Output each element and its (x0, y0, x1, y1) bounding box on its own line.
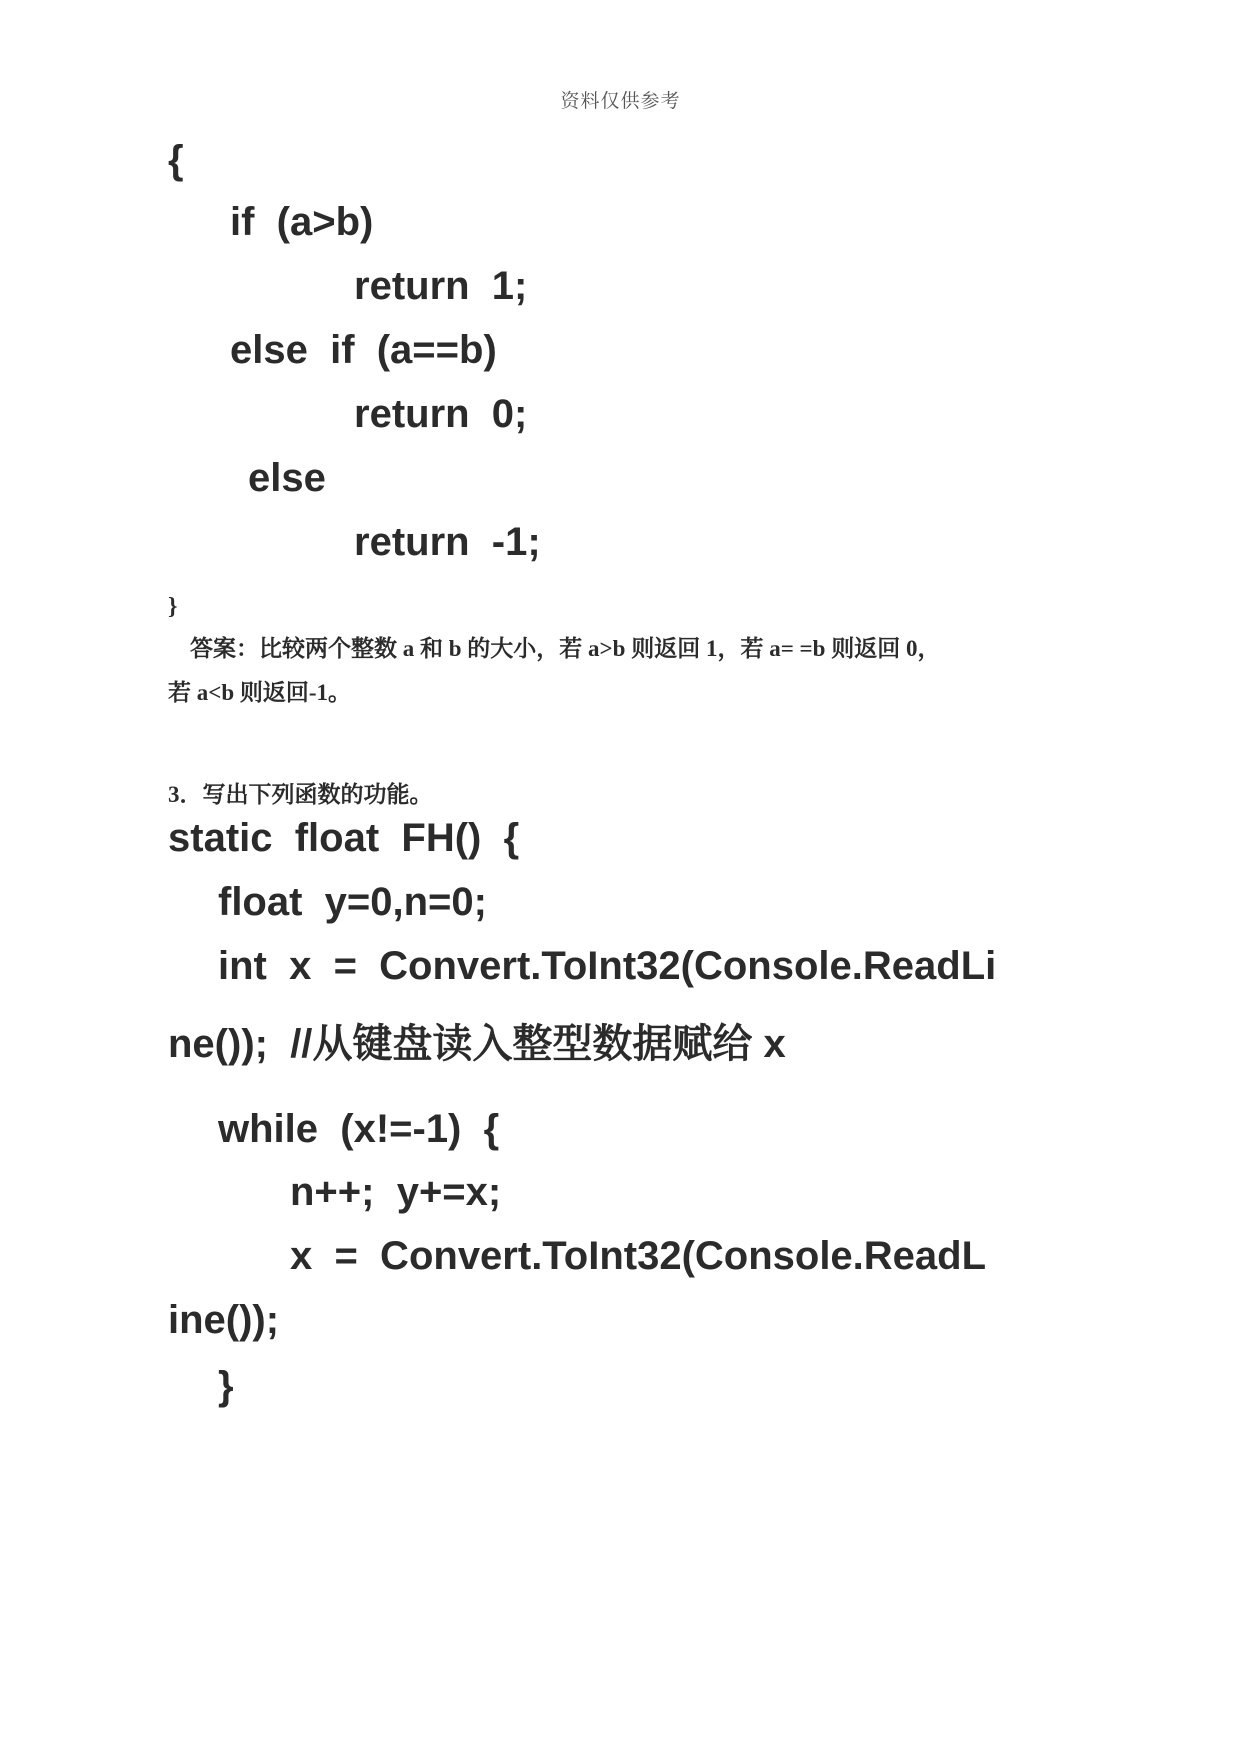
close-brace: } (168, 594, 178, 620)
code-line-while: while (x!=-1) { (218, 1107, 500, 1151)
code-line-increment: n++; y+=x; (290, 1170, 502, 1214)
code-line-read-1b: ne()); //从键盘读入整型数据赋给 x (168, 1022, 786, 1066)
code-line-read-2a: x = Convert.ToInt32(Console.ReadL (290, 1234, 987, 1278)
code-line-read-2b: ine()); (168, 1298, 280, 1342)
code-line-else: else (248, 456, 326, 500)
code-line-else-if: else if (a==b) (230, 328, 497, 372)
code-line-return-0: return 0; (354, 392, 528, 436)
code-line-decl: float y=0,n=0; (218, 880, 487, 924)
code-line-read-1a: int x = Convert.ToInt32(Console.ReadLi (218, 944, 997, 988)
open-brace: { (168, 138, 184, 182)
page-header: 资料仅供参考 (560, 90, 681, 112)
code-line-return-1: return 1; (354, 264, 528, 308)
code-line-return-neg1: return -1; (354, 520, 541, 564)
code-line-close-while: } (218, 1364, 234, 1408)
question-3-title: 3．写出下列函数的功能。 (168, 782, 433, 807)
answer-line-1: 答案：比较两个整数 a 和 b 的大小，若 a>b 则返回 1，若 a= =b 则返回 0， (190, 636, 941, 661)
code-line-signature: static float FH() { (168, 816, 520, 860)
answer-line-2: 若 a<b 则返回-1。 (168, 680, 352, 705)
code-line-if: if (a>b) (230, 200, 374, 244)
